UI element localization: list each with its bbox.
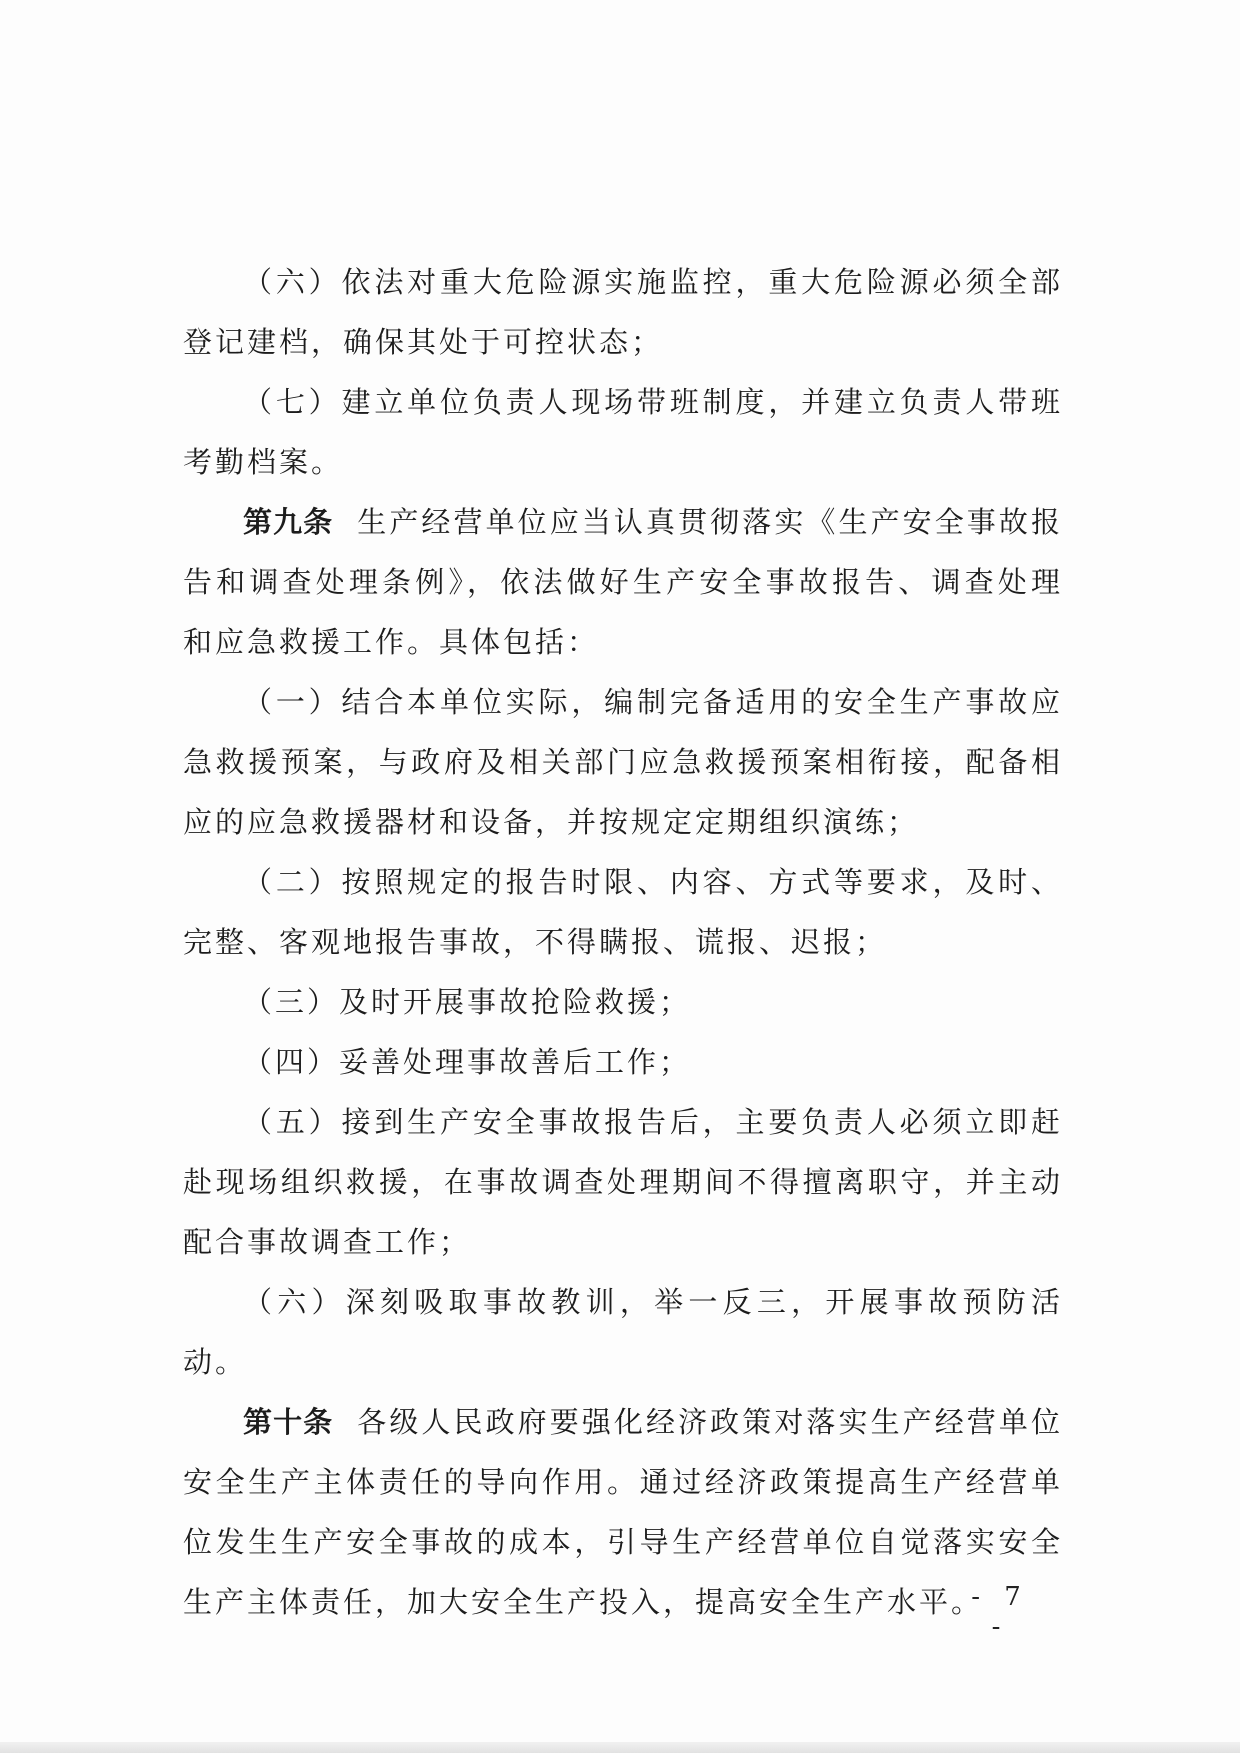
paragraph-item-4-aftermath xyxy=(183,1032,1063,1092)
paragraph-text: （六）依法对重大危险源实施监控，重大危险源必须全部登记建档，确保其处于可控状态； xyxy=(183,265,1063,359)
paragraph-text: （四）妥善处理事故善后工作； xyxy=(243,1045,692,1079)
document-body xyxy=(183,252,1063,1632)
article-9 xyxy=(183,492,1063,672)
paragraph-text: （六）深刻吸取事故教训，举一反三，开展事故预防活动。 xyxy=(183,1285,1063,1379)
scan-bottom-edge xyxy=(0,1742,1240,1753)
article-heading: 第十条 xyxy=(243,1405,334,1439)
paragraph-text: 各级人民政府要强化经济政策对落实生产经营单位安全生产主体责任的导向作用。通过经济政策提高生产经营单位发生生产安全事故的成本，引导生产经营单位自觉落实安全生产主体责任，加大安全生产投入，提高安全生产水平。 xyxy=(183,1405,1063,1619)
paragraph-text: 生产经营单位应当认真贯彻落实《生产安全事故报告和调查处理条例》，依法做好生产安全事故报告、调查处理和应急救援工作。具体包括： xyxy=(183,505,1063,659)
paragraph-item-2-reporting xyxy=(183,852,1063,972)
paragraph-text: （七）建立单位负责人现场带班制度，并建立负责人带班考勤档案。 xyxy=(183,385,1063,479)
paragraph-item-7-leader-duty xyxy=(183,372,1063,492)
paragraph-item-6-monitoring xyxy=(183,252,1063,372)
article-heading: 第九条 xyxy=(243,505,334,539)
paragraph-text: （五）接到生产安全事故报告后，主要负责人必须立即赶赴现场组织救援，在事故调查处理期间不得擅离职守，并主动配合事故调查工作； xyxy=(183,1105,1063,1259)
paragraph-item-1-emergency-plan xyxy=(183,672,1063,852)
paragraph-text: （一）结合本单位实际，编制完备适用的安全生产事故应急救援预案，与政府及相关部门应急救援预案相衔接，配备相应的应急救援器材和设备，并按规定定期组织演练； xyxy=(183,685,1063,839)
paragraph-text: （二）按照规定的报告时限、内容、方式等要求，及时、完整、客观地报告事故，不得瞒报、谎报、迟报； xyxy=(183,865,1063,959)
article-10 xyxy=(183,1392,1063,1632)
paragraph-text: （三）及时开展事故抢险救援； xyxy=(243,985,692,1019)
paragraph-item-3-rescue xyxy=(183,972,1063,1032)
paragraph-item-5-on-site xyxy=(183,1092,1063,1272)
paragraph-item-6-lessons xyxy=(183,1272,1063,1392)
page-number: - 7 - xyxy=(971,1582,1029,1642)
